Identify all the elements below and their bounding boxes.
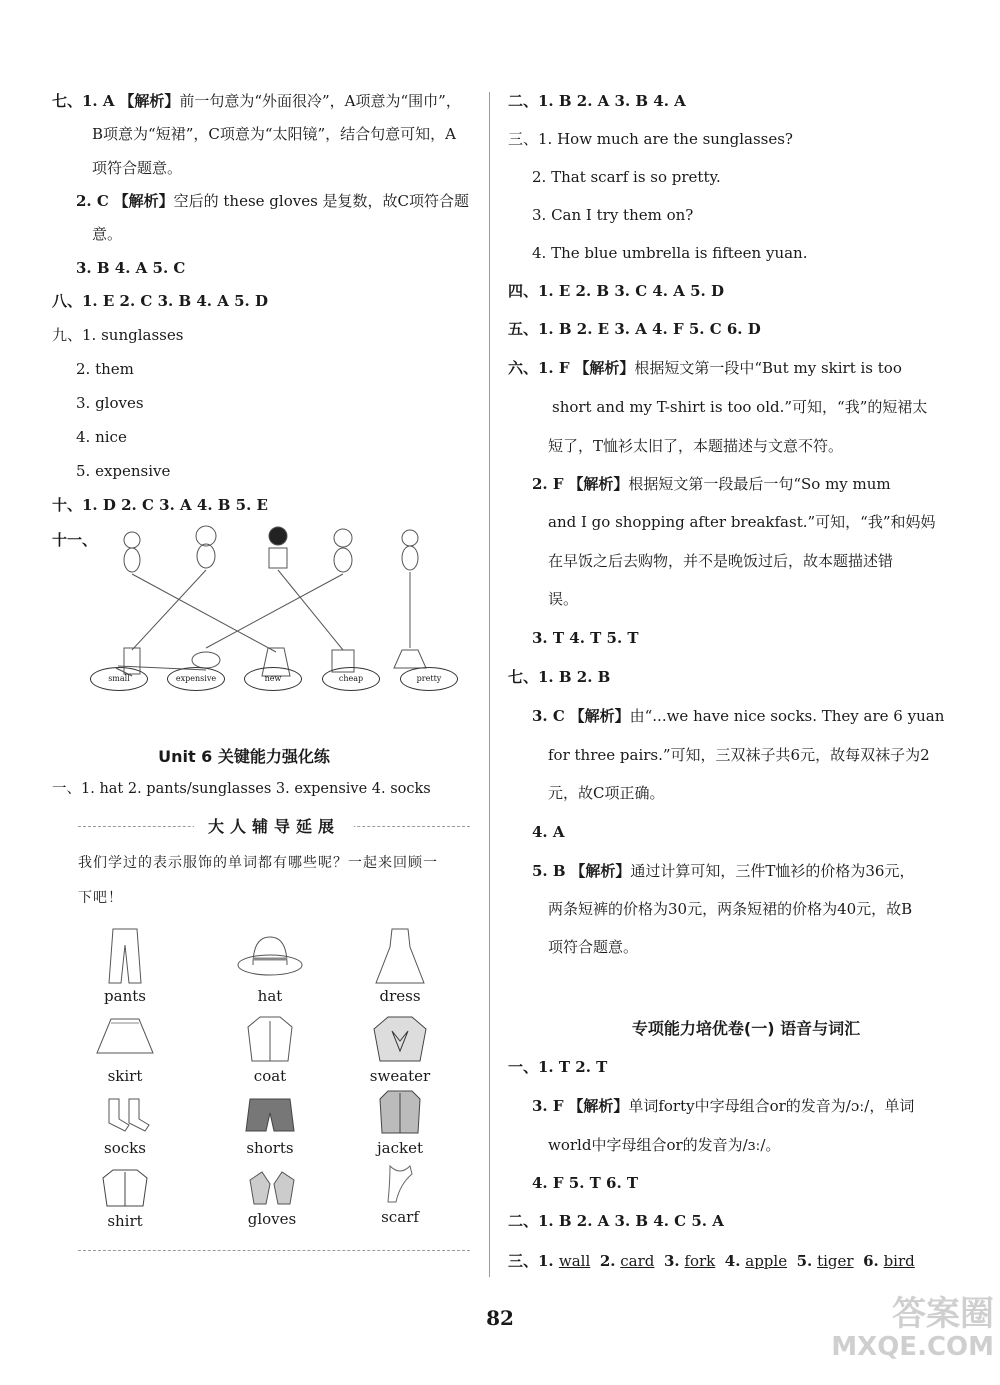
answer-r7-12: 七、1. B 2. B xyxy=(508,668,611,686)
match-word-3: new xyxy=(244,667,302,691)
gloves-icon xyxy=(242,1168,302,1208)
answer-r6-345: 3. T 4. T 5. T xyxy=(532,629,639,647)
answer-9-1: 九、1. sunglasses xyxy=(52,326,184,344)
answer-9-4: 4. nice xyxy=(76,428,127,446)
answer-9-5: 5. expensive xyxy=(76,462,171,480)
answer-r7-4: 4. A xyxy=(532,823,565,841)
dress-icon xyxy=(370,925,430,987)
pants-icon xyxy=(95,925,155,987)
page-number: 82 xyxy=(486,1306,514,1330)
answer-10: 十、1. D 2. C 3. A 4. B 5. E xyxy=(52,496,268,514)
special-section-title: 专项能力培优卷(一) 语音与词汇 xyxy=(631,1019,861,1038)
answer-7-2-cont: 意。 xyxy=(92,225,123,243)
note-line-2: 下吧！ xyxy=(78,890,123,906)
answer-r6-2-cont: 误。 xyxy=(548,590,579,608)
cloth-coat: coat xyxy=(210,1013,330,1085)
answer-r6-2-cont: and I go shopping after breakfast.”可知，“我”和妈妈 xyxy=(548,513,936,531)
shorts-icon xyxy=(240,1095,300,1135)
match-word-5: pretty xyxy=(400,667,458,691)
answer-8: 八、1. E 2. C 3. B 4. A 5. D xyxy=(52,292,268,310)
answer-r5: 五、1. B 2. E 3. A 4. F 5. C 6. D xyxy=(508,320,761,338)
answer-7-345: 3. B 4. A 5. C xyxy=(76,259,186,277)
answer-11-label: 十一、 xyxy=(52,531,98,549)
answer-r7-3-cont: for three pairs.”可知，三双袜子共6元，故每双袜子为2 xyxy=(548,746,930,764)
banner-title: 大人辅导延展 xyxy=(194,814,354,837)
jacket-icon xyxy=(370,1087,430,1135)
answer-s1: 一、1. T 2. T xyxy=(508,1058,608,1076)
sweater-icon xyxy=(370,1013,430,1063)
answer-s1-456: 4. F 5. T 6. T xyxy=(532,1174,639,1192)
answer-r3-2: 2. That scarf is so pretty. xyxy=(532,168,721,186)
cloth-skirt: skirt xyxy=(65,1013,185,1085)
socks-icon xyxy=(95,1095,155,1135)
answer-r3-4: 4. The blue umbrella is fifteen yuan. xyxy=(532,244,808,262)
answer-s2: 二、1. B 2. A 3. B 4. C 5. A xyxy=(508,1212,724,1230)
answer-s1-3-cont: world中字母组合or的发音为/ɜː/。 xyxy=(548,1136,781,1154)
answer-r3-3: 3. Can I try them on? xyxy=(532,206,694,224)
cloth-hat: hat xyxy=(210,925,330,1005)
cloth-socks: socks xyxy=(65,1095,185,1157)
scarf-icon xyxy=(370,1162,430,1208)
answer-9-3: 3. gloves xyxy=(76,394,144,412)
coat-icon xyxy=(240,1013,300,1063)
watermark-logo: 答案圈 MXQE.COM xyxy=(831,1294,994,1362)
cloth-pants: pants xyxy=(65,925,185,1005)
answer-r6-2-cont: 在早饭之后去购物，并不是晚饭过后，故本题描述错 xyxy=(548,552,894,570)
answer-r6-2: 2. F 【解析】根据短文第一段最后一句“So my mum xyxy=(532,475,891,493)
cloth-dress: dress xyxy=(340,925,460,1005)
answer-r6-1: 六、1. F 【解析】根据短文第一段中“But my skirt is too xyxy=(508,359,902,377)
answer-r7-3-cont: 元，故C项正确。 xyxy=(548,784,665,802)
answer-s3: 三、1. wall 2. card 3. fork 4. apple 5. tiger 6. bird xyxy=(508,1252,915,1270)
skirt-icon xyxy=(93,1013,157,1059)
note-line-1: 我们学过的表示服饰的单词都有哪些呢？一起来回顾一 xyxy=(78,855,438,871)
cloth-shorts: shorts xyxy=(210,1095,330,1157)
hat-icon xyxy=(235,925,305,987)
answer-r7-3: 3. C 【解析】由“...we have nice socks. They are 6 yuan xyxy=(532,707,945,725)
match-word-4: cheap xyxy=(322,667,380,691)
section-end-rule xyxy=(78,1250,470,1251)
answer-r4: 四、1. E 2. B 3. C 4. A 5. D xyxy=(508,282,724,300)
answer-7-1: 七、1. A 【解析】前一句意为“外面很冷”，A项意为“围巾”， xyxy=(52,92,461,110)
answer-r3-1: 三、1. How much are the sunglasses? xyxy=(508,130,793,148)
match-word-1: small xyxy=(90,667,148,691)
answer-7-2: 2. C 【解析】空后的 these gloves 是复数，故C项符合题 xyxy=(76,192,470,210)
answer-7-1-cont: 项符合题意。 xyxy=(92,159,183,177)
cloth-jacket: jacket xyxy=(340,1087,460,1157)
answer-r7-5-cont: 两条短裤的价格为30元，两条短裙的价格为40元，故B xyxy=(548,900,913,918)
cloth-shirt: shirt xyxy=(65,1168,185,1230)
answer-s1-3: 3. F 【解析】单词forty中字母组合or的发音为/ɔː/，单词 xyxy=(532,1097,915,1115)
cloth-scarf: scarf xyxy=(340,1162,460,1226)
unit6-answer-1: 一、1. hat 2. pants/sunglasses 3. expensive 4. socks xyxy=(52,781,431,797)
column-divider xyxy=(489,92,490,1277)
answer-r6-1-cont: short and my T-shirt is too old.”可知，“我”的短裙太 xyxy=(552,398,928,416)
answer-r2: 二、1. B 2. A 3. B 4. A xyxy=(508,92,686,110)
answer-r7-5: 5. B 【解析】通过计算可知，三件T恤衫的价格为36元， xyxy=(532,862,915,880)
answer-9-2: 2. them xyxy=(76,360,134,378)
answer-7-1-cont: B项意为“短裙”，C项意为“太阳镜”，结合句意可知，A xyxy=(92,125,457,143)
banner xyxy=(78,812,470,842)
match-word-2: expensive xyxy=(167,667,225,691)
shirt-icon xyxy=(95,1168,155,1208)
answer-r6-1-cont: 短了，T恤衫太旧了，本题描述与文意不符。 xyxy=(548,437,844,455)
cloth-sweater: sweater xyxy=(340,1013,460,1085)
unit6-title: Unit 6 关键能力强化练 xyxy=(158,747,330,766)
cloth-gloves: gloves xyxy=(212,1168,332,1228)
answer-r7-5-cont: 项符合题意。 xyxy=(548,938,639,956)
